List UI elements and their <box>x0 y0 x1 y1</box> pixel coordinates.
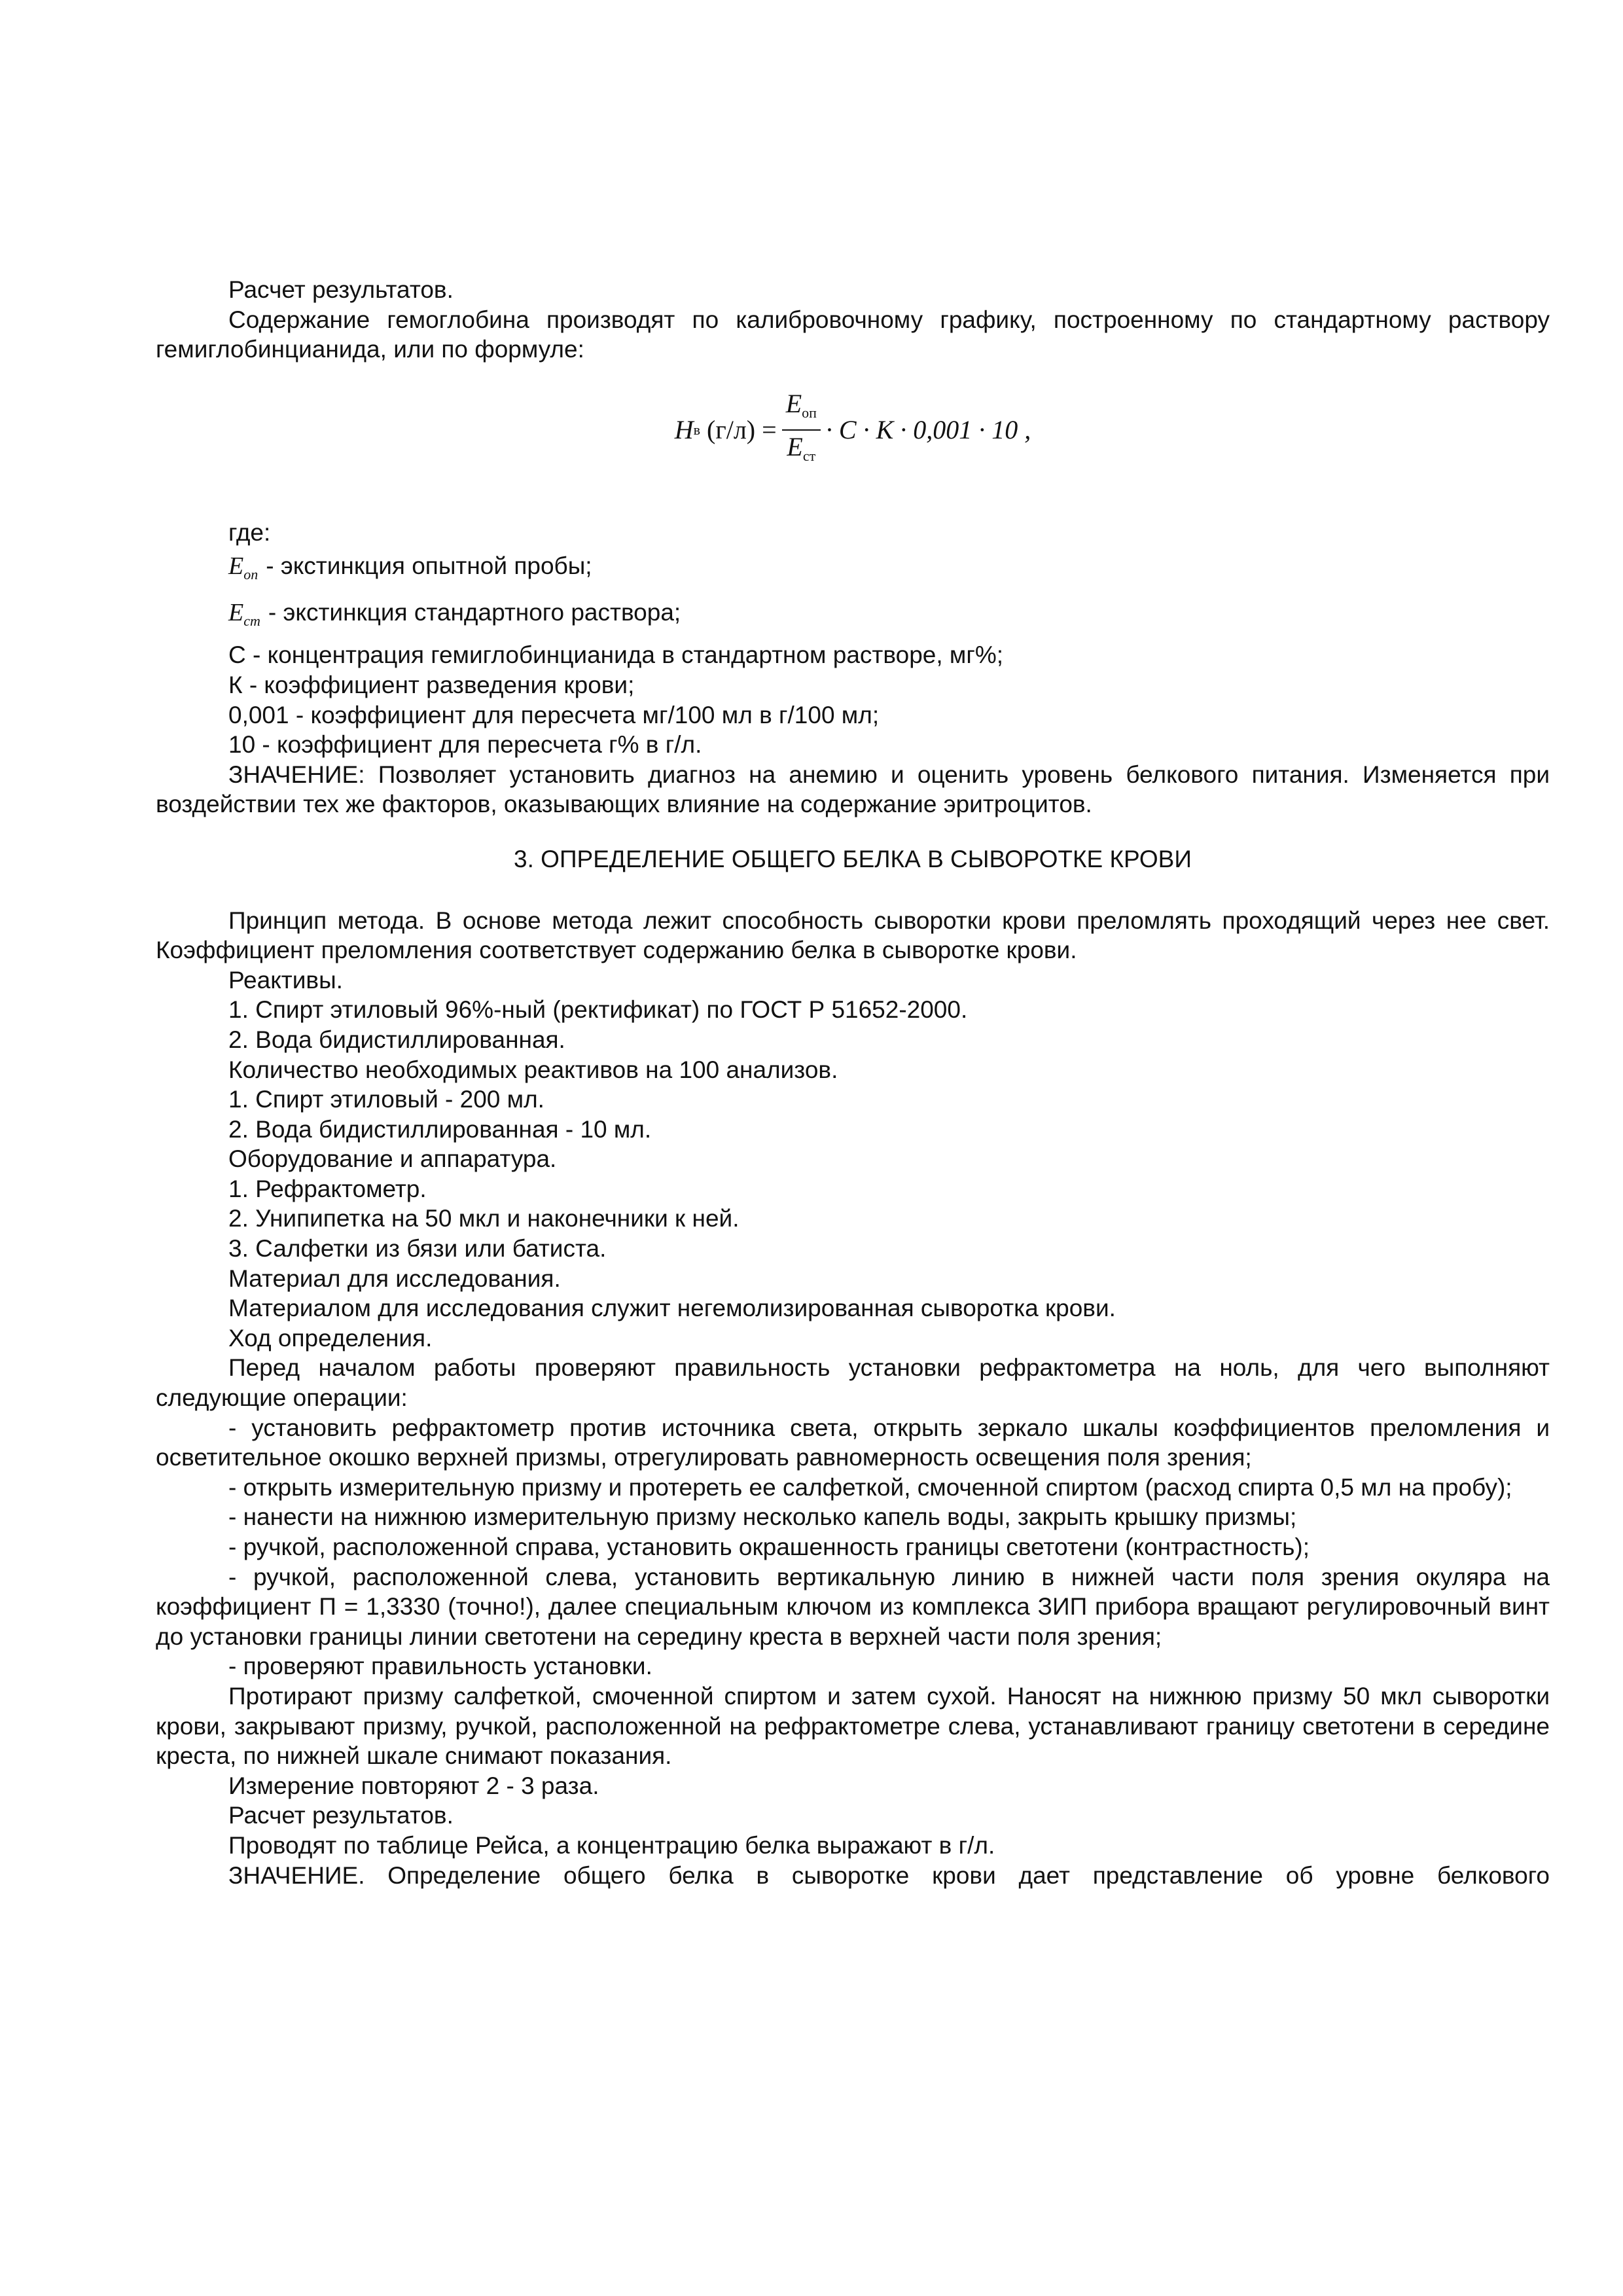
procedure-step: - нанести на нижнюю измерительную призму несколько капель воды, закрыть крышку призмы; <box>228 1503 1297 1531</box>
est-symbol: $E_{ст}$ <box>228 599 260 630</box>
procedure-step: - открыть измерительную призму и протереть ее салфеткой, смоченной спиртом (расход спирта 0,5 мл на пробу); <box>228 1473 1512 1501</box>
equipment-title: Оборудование и аппаратура. <box>228 1145 557 1173</box>
procedure-step: - установить рефрактометр против источника света, открыть зеркало шкалы коэффициентов преломления и осветительное окошко верхней призмы, отрегулировать равномерность освещения поля зрения; <box>156 1414 1550 1471</box>
formula-fraction <box>782 389 821 471</box>
procedure-step: - ручкой, расположенной справа, установить окрашенность границы светотени (контрастность); <box>228 1534 1310 1560</box>
hemoglobin-formula <box>156 365 1550 495</box>
reagent-item: 1. Спирт этиловый 96%-ный (ректификат) по ГОСТ Р 51652-2000. <box>228 996 968 1024</box>
procedure-step: - проверяют правильность установки. <box>228 1653 652 1680</box>
procedure-title: Ход определения. <box>228 1324 433 1352</box>
formula-rhs: · C · K · 0,001 · 10 , <box>825 414 1031 444</box>
quantity-item: 2. Вода бидистиллированная - 10 мл. <box>228 1115 652 1143</box>
calc-title-2: Расчет результатов. <box>228 1802 454 1829</box>
calc-text-2: Проводят по таблице Рейса, а концентрацию белка выражают в г/л. <box>228 1831 995 1859</box>
eop-definition: $E_{оп}$ - экстинкция опытной пробы; <box>228 552 592 583</box>
material-text: Материалом для исследования служит негемолизированная сыворотка крови. <box>228 1295 1116 1322</box>
reagent-item: 2. Вода бидистиллированная. <box>228 1026 565 1053</box>
material-title: Материал для исследования. <box>228 1265 561 1292</box>
repeat-text: Измерение повторяют 2 - 3 раза. <box>228 1772 599 1799</box>
calc-text: Содержание гемоглобина производят по калибровочному графику, построенному по стандартному раствору гемиглобинцианида, или по формуле: <box>156 306 1550 363</box>
formula-lhs-symbol: H <box>674 414 694 444</box>
formula-denominator: $E_{ст}$ <box>787 431 816 464</box>
quantity-title: Количество необходимых реактивов на 100 анализов. <box>228 1056 838 1083</box>
quantity-item: 1. Спирт этиловый - 200 мл. <box>228 1086 544 1113</box>
wipe-paragraph: Протирают призму салфеткой, смоченной спиртом и затем сухой. Наносят на нижнюю призму 50 мкл сыворотки крови, закрывают призму, ручкой, расположенной на рефрактометре слева, устанавливают границу светотени в середине креста, по нижней шкале снимают показания. <box>156 1682 1550 1770</box>
procedure-step: - ручкой, расположенной слева, установить вертикальную линию в нижней части поля зрения окуляра на коэффициент П = 1,3330 (точно!), далее специальным ключом из комплекса ЗИП прибора вращают регулировочный винт до установки границы линии светотени на середину креста в верхней части поля зрения; <box>156 1563 1550 1650</box>
c-definition: С - концентрация гемиглобинцианида в стандартном растворе, мг%; <box>228 641 1004 669</box>
k-definition: К - коэффициент разведения крови; <box>228 671 635 698</box>
est-definition: $E_{ст}$ - экстинкция стандартного раствора; <box>228 599 681 630</box>
equipment-item: 3. Салфетки из бязи или батиста. <box>228 1235 607 1263</box>
reagents-title: Реактивы. <box>228 966 343 994</box>
calc-title: Расчет результатов. <box>228 276 454 303</box>
formula-numerator: $E_{оп}$ <box>782 389 821 431</box>
value-paragraph-2: ЗНАЧЕНИЕ. Определение общего белка в сыворотке крови дает представление об уровне белкового <box>228 1861 1550 1889</box>
equipment-item: 1. Рефрактометр. <box>228 1175 427 1202</box>
equipment-item: 2. Унипипетка на 50 мкл и наконечники к ней. <box>228 1205 740 1232</box>
factor1-definition: 0,001 - коэффициент для пересчета мг/100 мл в г/100 мл; <box>228 701 880 728</box>
factor2-definition: 10 - коэффициент для пересчета г% в г/л. <box>228 731 702 759</box>
principle-paragraph: Принцип метода. В основе метода лежит способность сыворотки крови преломлять проходящий через нее свет. Коэффициент преломления соответствует содержанию белка в сыворотке крови. <box>156 906 1550 964</box>
eop-symbol: $E_{оп}$ <box>228 552 259 583</box>
formula-lhs-sub: в <box>693 421 700 438</box>
procedure-paragraph: Перед началом работы проверяют правильность установки рефрактометра на ноль, для чего выполняют следующие операции: <box>156 1354 1550 1412</box>
where-label: где: <box>228 518 271 546</box>
formula-lhs-unit: (г/л) = <box>707 414 777 444</box>
section-heading: 3. ОПРЕДЕЛЕНИЕ ОБЩЕГО БЕЛКА В СЫВОРОТКЕ КРОВИ <box>514 845 1192 872</box>
value-paragraph: ЗНАЧЕНИЕ: Позволяет установить диагноз на анемию и оценить уровень белкового питания. Изменяется при воздействии тех же факторов, оказывающих влияние на содержание эритроцитов. <box>156 761 1550 818</box>
document-page <box>156 275 1550 1890</box>
